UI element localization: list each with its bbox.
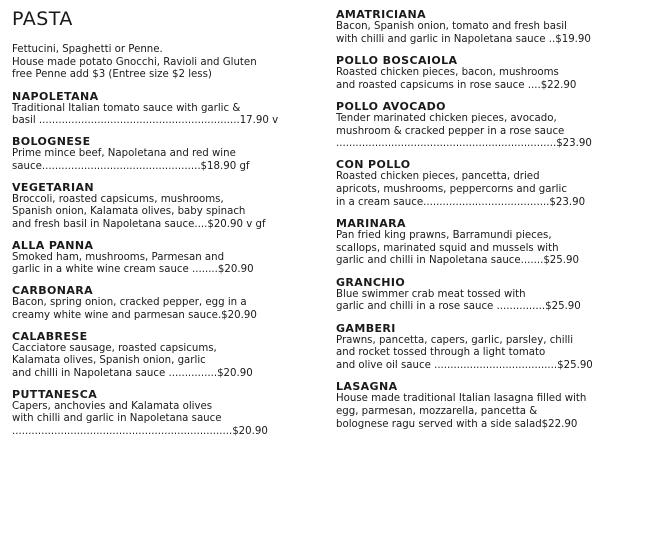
item-line: Smoked ham, mushrooms, Parmesan and [12, 251, 225, 263]
item-description [336, 335, 642, 373]
menu-right-column [336, 8, 642, 439]
menu-item-puttanesca [12, 388, 312, 439]
item-name: ALLA PANNA [12, 238, 94, 252]
item-line: mushroom & cracked pepper in a rose sauce [336, 125, 565, 137]
item-line: House made traditional Italian lasagna filled with [336, 393, 587, 405]
item-name: LASAGNA [336, 380, 398, 394]
item-name: BOLOGNESE [12, 135, 91, 149]
menu-item-lasagna [336, 380, 642, 431]
item-line: Broccoli, roasted capsicums, mushrooms, [12, 193, 224, 205]
item-line: apricots, mushrooms, peppercorns and garlic [336, 184, 567, 196]
item-line: Tender marinated chicken pieces, avocado, [336, 112, 557, 124]
section-intro [12, 44, 312, 82]
item-name: MARINARA [336, 217, 406, 231]
item-line: and roasted capsicums in rose sauce ....$22.90 [336, 79, 577, 91]
menu-item-pollo-avocado [336, 100, 642, 151]
item-name: CALABRESE [12, 329, 88, 343]
item-description [12, 194, 312, 232]
menu-item-vegetarian [12, 181, 312, 232]
item-name: CON POLLO [336, 158, 411, 172]
item-description [336, 230, 642, 268]
item-description [336, 67, 642, 92]
item-description [12, 103, 312, 128]
intro-line: House made potato Gnocchi, Ravioli and Gluten [12, 56, 257, 68]
item-description [336, 289, 642, 314]
item-line: Capers, anchovies and Kalamata olives [12, 400, 213, 412]
item-name: CARBONARA [12, 284, 94, 298]
menu-item-calabrese [12, 330, 312, 381]
menu-left-column [12, 0, 312, 446]
item-line: Spanish onion, Kalamata olives, baby spinach [12, 206, 246, 218]
item-line: sauce.................................................$18.90 gf [12, 160, 250, 172]
item-line: and chilli in Napoletana sauce ...............$20.90 [12, 367, 253, 379]
item-line: and olive oil sauce ......................................$25.90 [336, 359, 593, 371]
item-line: Pan fried king prawns, Barramundi pieces, [336, 230, 552, 242]
item-line: garlic and chilli in Napoletana sauce.......$25.90 [336, 255, 579, 267]
menu-item-amatriciana [336, 8, 642, 46]
item-line: Prime mince beef, Napoletana and red wine [12, 148, 236, 160]
item-line: Kalamata olives, Spanish onion, garlic [12, 355, 206, 367]
item-line: and fresh basil in Napoletana sauce....$20.90 v gf [12, 219, 266, 230]
item-line: ....................................................................$20.90 [12, 426, 268, 438]
item-line: Roasted chicken pieces, pancetta, dried [336, 171, 540, 183]
item-description [336, 21, 642, 46]
intro-line: Fettucini, Spaghetti or Penne. [12, 44, 163, 55]
item-line: Traditional Italian tomato sauce with garlic & [12, 102, 241, 114]
menu-item-marinara [336, 217, 642, 268]
item-line: ....................................................................$23.90 [336, 138, 592, 150]
item-line: garlic in a white wine cream sauce ........$20.90 [12, 264, 254, 276]
menu-item-gamberi [336, 322, 642, 373]
item-description [12, 401, 312, 439]
item-line: Cacciatore sausage, roasted capsicums, [12, 342, 217, 354]
menu-item-napoletana [12, 90, 312, 128]
item-line: creamy white wine and parmesan sauce.$20.90 [12, 309, 257, 321]
item-line: bolognese ragu served with a side salad$22.90 [336, 418, 578, 430]
menu-item-pollo-boscaiola [336, 54, 642, 92]
item-description [12, 343, 312, 381]
item-description [336, 113, 642, 151]
item-line: Roasted chicken pieces, bacon, mushrooms [336, 66, 559, 78]
item-name: POLLO AVOCADO [336, 99, 446, 113]
item-description [336, 393, 642, 431]
item-line: egg, parmesan, mozzarella, pancetta & [336, 405, 538, 417]
item-line: garlic and chilli in a rose sauce ...............$25.90 [336, 301, 581, 313]
menu-item-con-pollo [336, 158, 642, 209]
menu-item-bolognese [12, 135, 312, 173]
menu-item-alla-panna [12, 239, 312, 277]
item-name: NAPOLETANA [12, 89, 99, 103]
item-description [12, 252, 312, 277]
item-line: with chilli and garlic in Napoletana sauce ..$19.90 [336, 33, 591, 45]
item-name: GAMBERI [336, 321, 396, 335]
section-title: PASTA [12, 8, 73, 30]
item-line: scallops, marinated squid and mussels with [336, 242, 559, 254]
item-line: basil ..............................................................17.90 v [12, 115, 279, 127]
item-description [12, 297, 312, 322]
menu-item-granchio [336, 276, 642, 314]
item-name: GRANCHIO [336, 275, 406, 289]
item-line: Prawns, pancetta, capers, garlic, parsley, chilli [336, 334, 574, 346]
item-name: VEGETARIAN [12, 180, 95, 194]
item-line: with chilli and garlic in Napoletana sauce [12, 413, 222, 425]
item-description [12, 148, 312, 173]
item-name: POLLO BOSCAIOLA [336, 53, 458, 67]
menu-item-carbonara [12, 284, 312, 322]
item-name: AMATRICIANA [336, 8, 426, 21]
item-line: Bacon, Spanish onion, tomato and fresh basil [336, 21, 567, 32]
item-line: and rocket tossed through a light tomato [336, 347, 546, 359]
item-name: PUTTANESCA [12, 387, 98, 401]
item-line: Blue swimmer crab meat tossed with [336, 288, 526, 300]
item-line: in a cream sauce.......................................$23.90 [336, 196, 586, 208]
item-description [336, 171, 642, 209]
intro-line: free Penne add $3 (Entree size $2 less) [12, 69, 212, 81]
item-line: Bacon, spring onion, cracked pepper, egg in a [12, 297, 247, 309]
